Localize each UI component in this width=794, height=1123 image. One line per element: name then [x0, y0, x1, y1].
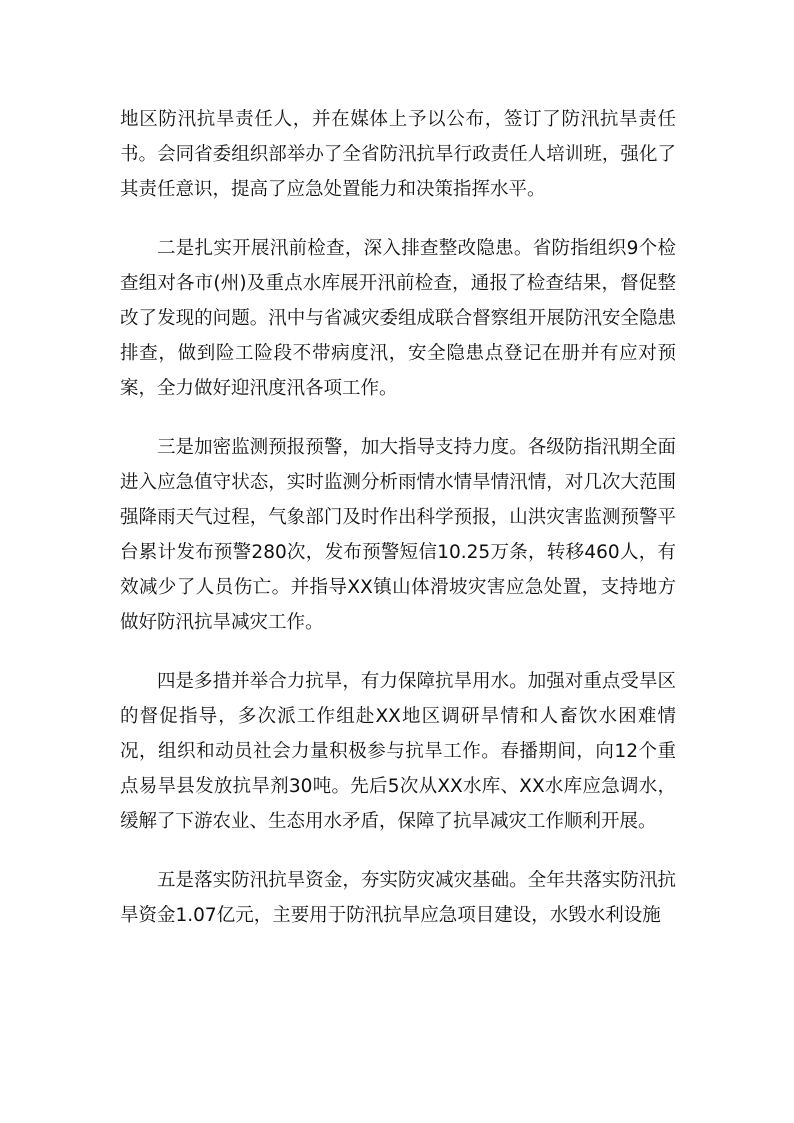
paragraph-flood-inspection: 二是扎实开展汛前检查，深入排查整改隐患。省防指组织9个检查组对各市(州)及重点水库展开汛前检查，通报了检查结果，督促整改了发现的问题。汛中与省减灾委组成联合督察组开展防汛安全隐患排查，做到险工险段不带病度汛，安全隐患点登记在册并有应对预案，全力做好迎汛度汛各项工作。 — [120, 238, 676, 399]
paragraph-continuation: 地区防汛抗旱责任人，并在媒体上予以公布，签订了防汛抗旱责任书。会同省委组织部举办了全省防汛抗旱行政责任人培训班，强化了其责任意识，提高了应急处置能力和决策指挥水平。 — [120, 109, 676, 200]
document-body — [120, 102, 676, 957]
paragraph-monitoring-warning: 三是加密监测预报预警，加大指导支持力度。各级防指汛期全面进入应急值守状态，实时监测分析雨情水情旱情汛情，对几次大范围强降雨天气过程，气象部门及时作出科学预报，山洪灾害监测预警平台累计发布预警280次，发布预警短信10.25万条，转移460人，有效减少了人员伤亡。并指导XX镇山体滑坡灾害应急处置，支持地方做好防汛抗旱减灾工作。 — [120, 437, 676, 633]
paragraph-funding: 五是落实防汛抗旱资金，夯实防灾减灾基础。全年共落实防汛抗旱资金1.07亿元，主要用于防汛抗旱应急项目建设，水毁水利设施 — [120, 870, 676, 926]
paragraph-drought-relief: 四是多措并举合力抗旱，有力保障抗旱用水。加强对重点受旱区的督促指导，多次派工作组赴XX地区调研旱情和人畜饮水困难情况，组织和动员社会力量积极参与抗旱工作。春播期间，向12个重点易旱县发放抗旱剂30吨。先后5次从XX水库、XX水库应急调水，缓解了下游农业、生态用水矛盾，保障了抗旱减灾工作顺利开展。 — [120, 671, 676, 832]
